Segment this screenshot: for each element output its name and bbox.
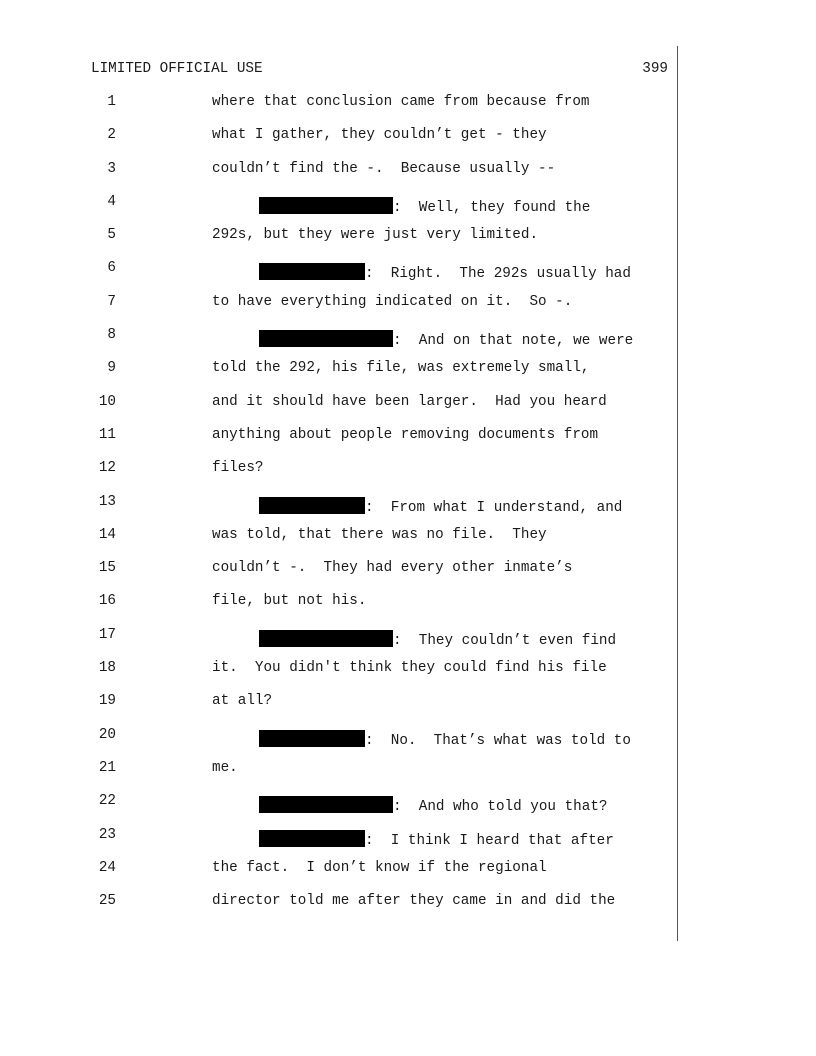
line-text [212,527,547,543]
line-text-content: 292s, but they were just very limited. [212,227,539,244]
line-number: 15 [98,560,116,577]
speaker-line [259,827,614,849]
line-text-content: me. [212,759,238,776]
line-number: 13 [98,493,116,510]
line-text [212,893,615,909]
transcript-line [0,260,816,293]
line-text-content: couldn’t -. They had every other inmate’s [212,560,573,577]
speaker-line [259,194,590,216]
transcript-line [0,727,816,760]
line-text [212,127,547,143]
transcript-line [0,693,816,726]
line-number: 16 [98,593,116,610]
line-text [212,460,263,476]
transcript-lines [0,94,816,926]
line-number: 17 [98,626,116,643]
transcript-line [0,593,816,626]
line-number: 20 [98,726,116,743]
page-number: 399 [642,61,668,77]
line-text [212,860,547,876]
line-number: 2 [107,127,116,144]
line-text-content: anything about people removing documents from [212,426,599,443]
line-text-content: at all? [212,693,273,710]
line-number: 11 [98,426,116,443]
line-text-content: couldn’t find the -. Because usually -- [212,160,556,177]
redacted-speaker-name [259,796,393,813]
line-text [212,660,607,676]
line-number: 25 [98,893,116,910]
line-text [212,94,590,110]
line-number: 18 [98,660,116,677]
line-number: 7 [107,293,116,310]
transcript-line [0,327,816,360]
line-text [212,593,366,609]
line-text-content: file, but not his. [212,593,367,610]
line-number: 19 [98,693,116,710]
line-text-content: : They couldn’t even find [393,632,617,649]
line-text-content: : I think I heard that after [365,832,614,849]
line-text-content: director told me after they came in and did the [212,893,616,910]
transcript-line [0,161,816,194]
transcript-line [0,827,816,860]
line-text [212,227,538,243]
transcript-line [0,627,816,660]
line-text-content: it. You didn't think they could find his file [212,660,607,677]
transcript-line [0,560,816,593]
line-number: 1 [107,94,116,110]
transcript-line [0,427,816,460]
speaker-line [259,260,631,282]
transcript-line [0,194,816,227]
line-number: 24 [98,859,116,876]
line-number: 3 [107,160,116,177]
line-number: 5 [107,227,116,244]
speaker-line [259,494,622,516]
line-text-content: : No. That’s what was told to [365,732,631,749]
line-text [212,760,238,776]
line-text [212,427,598,443]
redacted-speaker-name [259,197,393,214]
line-number: 14 [98,526,116,543]
line-text [212,161,555,177]
transcript-line [0,860,816,893]
transcript-line [0,460,816,493]
line-number: 23 [98,826,116,843]
redacted-speaker-name [259,830,365,847]
transcript-line [0,494,816,527]
transcript-line [0,294,816,327]
line-number: 10 [98,393,116,410]
line-text-content: told the 292, his file, was extremely small, [212,360,590,377]
transcript-line [0,394,816,427]
line-number: 9 [107,360,116,377]
line-text-content: was told, that there was no file. They [212,526,547,543]
transcript-line [0,227,816,260]
line-text [212,394,607,410]
transcript-line [0,94,816,127]
line-text-content: what I gather, they couldn’t get - they [212,127,547,144]
transcript-line [0,127,816,160]
line-number: 4 [107,193,116,210]
transcript-line [0,893,816,926]
redacted-speaker-name [259,730,365,747]
line-text-content: and it should have been larger. Had you heard [212,393,607,410]
transcript-line [0,360,816,393]
line-text-content: : And who told you that? [393,799,608,816]
line-text [212,360,590,376]
classification-header: LIMITED OFFICIAL USE [91,61,263,77]
speaker-line [259,627,616,649]
redacted-speaker-name [259,497,365,514]
transcript-line [0,760,816,793]
line-text [212,693,272,709]
transcript-line [0,527,816,560]
transcript-line [0,660,816,693]
line-text [212,294,572,310]
line-text-content: : And on that note, we were [393,333,634,350]
line-text-content: : Well, they found the [393,199,591,216]
line-number: 22 [98,793,116,810]
line-text-content: the fact. I don’t know if the regional [212,859,547,876]
line-number: 6 [107,260,116,277]
line-text-content: where that conclusion came from because from [212,94,590,110]
speaker-line [259,793,608,815]
speaker-line [259,727,631,749]
line-text-content: : From what I understand, and [365,499,623,516]
redacted-speaker-name [259,330,393,347]
line-number: 8 [107,327,116,344]
line-number: 21 [98,759,116,776]
line-text-content: to have everything indicated on it. So -. [212,293,573,310]
line-number: 12 [98,460,116,477]
redacted-speaker-name [259,630,393,647]
line-text [212,560,572,576]
speaker-line [259,327,633,349]
transcript-line [0,793,816,826]
line-text-content: files? [212,460,264,477]
redacted-speaker-name [259,263,365,280]
line-text-content: : Right. The 292s usually had [365,266,631,283]
